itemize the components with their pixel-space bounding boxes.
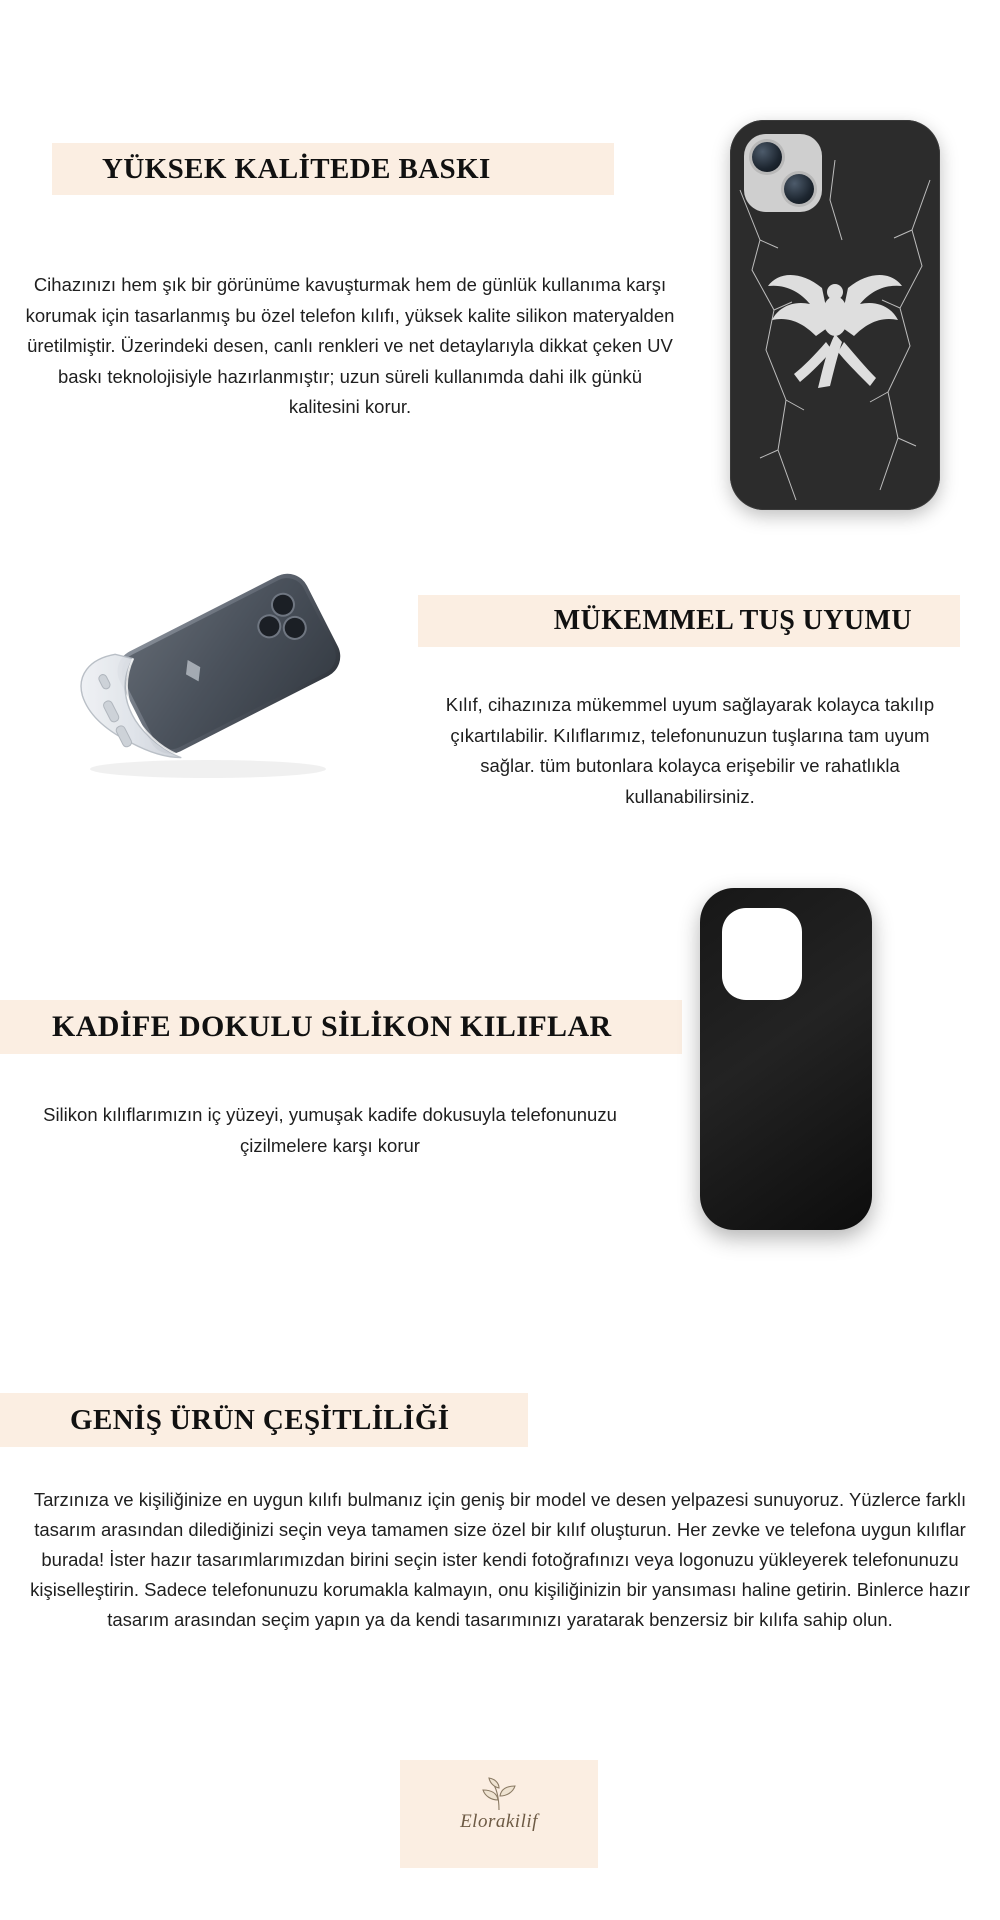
section-title-print-quality: YÜKSEK KALİTEDE BASKI	[102, 152, 491, 185]
camera-lens	[752, 142, 782, 172]
section-body-velvet-silicone: Silikon kılıflarımızın iç yüzeyi, yumuşak kadife dokusuyla telefonunuzu çizilmelere karşı korur	[43, 1104, 617, 1156]
section-body-button-fit: Kılıf, cihazınıza mükemmel uyum sağlayarak kolayca takılıp çıkartılabilir. Kılıflarımız, telefonunuzun tuşlarına tam uyum sağlar. tüm butonlara kolayca erişebilir ve rahatlıkla kullanabilirsiniz.	[445, 694, 935, 807]
leaf-sprig-icon	[471, 1774, 527, 1814]
silicone-case-body	[700, 888, 872, 1230]
black-silicone-phone-case-back	[700, 888, 872, 1230]
section-title-product-variety: GENİŞ ÜRÜN ÇEŞİTLİLİĞİ	[70, 1403, 450, 1436]
section-title-button-fit: MÜKEMMEL TUŞ UYUMU	[553, 605, 912, 636]
section-heading-band-4	[0, 1393, 528, 1447]
section-heading-band-3	[0, 1000, 682, 1054]
section-title-velvet-silicone: KADİFE DOKULU SİLİKON KILIFLAR	[52, 1010, 612, 1043]
section-heading-band-1	[52, 143, 614, 195]
section-body-print-quality: Cihazınızı hem şık bir görünüme kavuşturmak hem de günlük kullanıma karşı korumak için tasarlanmış bu özel telefon kılıfı, yüksek kalite silikon materyalden üretilmiştir. Üzerindeki desen, canlı renkleri ve net detaylarıyla dikkat çeken UV baskı teknolojisiyle hazırlanmıştır; uzun süreli kullanımda dahi ilk günkü kalitesini korur.	[25, 274, 675, 418]
phone-body	[730, 120, 940, 510]
section-heading-band-2	[418, 595, 960, 647]
transparent-flexible-phone-case	[40, 555, 370, 785]
brand-logo	[400, 1760, 598, 1868]
camera-island	[744, 134, 822, 212]
clear-case-illustration-icon	[40, 555, 370, 785]
camera-cutout	[722, 908, 802, 1000]
brand-name: Elorakilif	[460, 1811, 538, 1832]
section-body-product-variety: Tarzınıza ve kişiliğinize en uygun kılıfı bulmanız için geniş bir model ve desen yelpazesi sunuyoruz. Yüzlerce farklı tasarım arasından dilediğinizi seçin veya tamamen size özel bir kılıf oluşturun. Her zevke ve telefona uygun kılıflar burada! İster hazır tasarımlarımızdan birini seçin ister kendi fotoğrafınızı veya logonuzu yükleyerek telefonunuzu kişiselleştirin. Sadece telefonunuzu korumakla kalmayın, onu kişiliğinizin bir yansıması haline getirin. Binlerce hazır tasarım arasından seçim yapın ya da kendi tasarımınızı yaratarak benzersiz bir kılıfa sahip olun.	[30, 1489, 970, 1630]
black-phone-case-with-winged-figure-print	[730, 120, 940, 510]
camera-lens	[784, 174, 814, 204]
